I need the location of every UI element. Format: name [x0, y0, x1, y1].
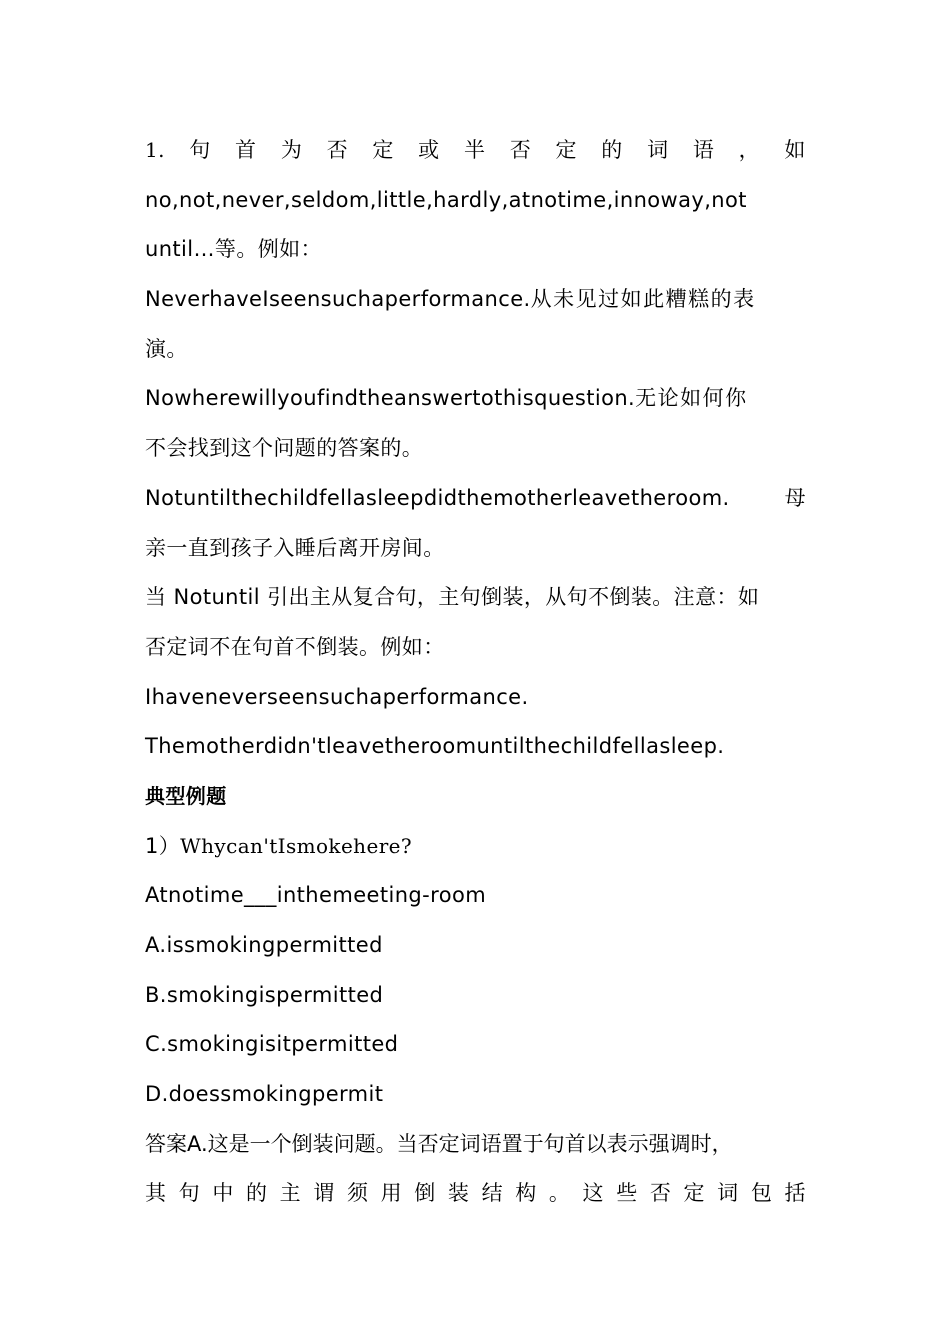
- question-text: Whycan'tIsmokehere?: [180, 833, 413, 858]
- answer-line-2: [145, 1169, 806, 1219]
- example-2-chinese: 无论如何你: [635, 386, 748, 411]
- rule-char: 的: [601, 138, 623, 162]
- answer-char: 词: [717, 1181, 739, 1206]
- example-3-cont-line: 亲一直到孩子入睡后离开房间。: [145, 535, 445, 560]
- example-5-line: Themotherdidn'tleavetheroomuntilthechildfellasleep.: [145, 734, 725, 759]
- answer-char: 倒: [414, 1181, 436, 1206]
- rule-char: 为: [280, 138, 303, 162]
- example-1-cont-line: 演。: [145, 336, 188, 361]
- answer-char: 些: [616, 1181, 638, 1206]
- answer-char: 句: [178, 1181, 201, 1206]
- note-prefix: 当: [145, 585, 167, 610]
- rule-words-line: no,not,never,seldom,little,hardly,atnotime,innoway,not: [145, 187, 747, 212]
- answer-char: 用: [380, 1181, 402, 1206]
- answer-char: 须: [346, 1181, 369, 1206]
- rule-char: 语: [692, 138, 715, 162]
- example-3-chinese: 母: [784, 485, 806, 510]
- answer-char: 包: [750, 1181, 773, 1206]
- option-d: D.doessmokingpermit: [145, 1082, 384, 1107]
- rule-words-cont-line: until…等。例如：: [145, 237, 322, 262]
- example-2-english: Nowherewillyoufindtheanswertothisquestion.: [145, 386, 636, 411]
- note-text: 引出主从复合句，主句倒装，从句不倒装。注意：如: [267, 585, 760, 610]
- answer-char: 中: [212, 1181, 234, 1206]
- answer-char: 主: [279, 1181, 302, 1206]
- answer-char: 定: [683, 1181, 705, 1206]
- answer-char: 结: [481, 1181, 503, 1206]
- example-1-english: NeverhaveIseensuchaperformance.: [145, 287, 531, 312]
- example-2-cont-line: 不会找到这个问题的答案的。: [145, 436, 424, 461]
- note-line-1: [145, 573, 806, 623]
- rule-char: 定: [372, 138, 394, 162]
- rule-char: 否: [509, 138, 532, 162]
- option-c: C.smokingisitpermitted: [145, 1032, 399, 1057]
- example-3-line: [145, 474, 806, 524]
- rule-char: 否: [326, 138, 349, 162]
- question-number: 1）: [145, 833, 181, 858]
- question-stem: Atnotime___inthemeeting-room: [145, 883, 487, 908]
- rule-char: 词: [647, 138, 669, 162]
- rule-number: 1.: [145, 138, 165, 162]
- rule-char: 定: [555, 138, 577, 162]
- answer-char: 。: [548, 1181, 571, 1206]
- example-1-line: [145, 275, 806, 325]
- answer-char: 否: [649, 1181, 672, 1206]
- example-4-line: Ihaveneverseensuchaperformance.: [145, 684, 529, 709]
- rule-char: 半: [463, 138, 486, 162]
- rule-heading-line: [145, 126, 806, 176]
- rule-char: ，: [738, 138, 761, 162]
- example-2-line: [145, 374, 806, 424]
- section-heading: 典型例题: [145, 783, 227, 808]
- option-b: B.smokingispermitted: [145, 982, 384, 1007]
- question-line: [145, 822, 806, 872]
- answer-char: 构: [515, 1181, 537, 1206]
- rule-char: 首: [235, 138, 257, 162]
- document-page: [145, 126, 806, 1219]
- example-3-english: Notuntilthechildfellasleepdidthemotherleavetheroom.: [145, 485, 730, 510]
- answer-line-1: 答案A.这是一个倒装问题。当否定词语置于句首以表示强调时，: [145, 1131, 733, 1156]
- rule-char: 或: [418, 138, 440, 162]
- note-english: Notuntil: [173, 585, 260, 610]
- rule-char: 如: [784, 138, 806, 162]
- note-line-2: 否定词不在句首不倒装。例如：: [145, 634, 445, 659]
- example-1-chinese: 从未见过如此糟糕的表: [530, 287, 756, 312]
- answer-char: 装: [447, 1181, 470, 1206]
- option-a: A.issmokingpermitted: [145, 933, 383, 957]
- answer-char: 其: [145, 1181, 167, 1206]
- answer-char: 的: [245, 1181, 268, 1206]
- answer-char: 这: [582, 1181, 604, 1206]
- answer-char: 谓: [313, 1181, 335, 1206]
- rule-char: 句: [189, 138, 211, 162]
- answer-char: 括: [784, 1181, 806, 1206]
